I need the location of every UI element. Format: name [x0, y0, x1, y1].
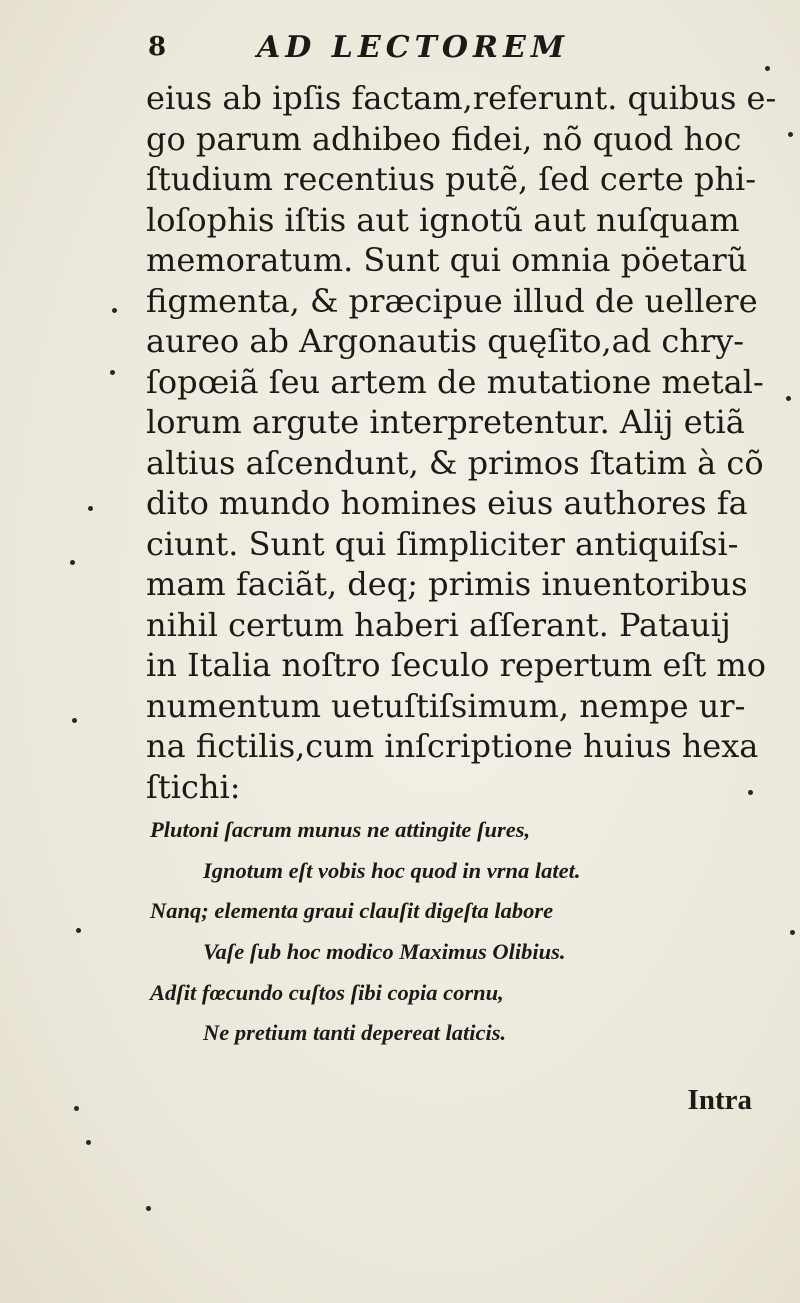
inscription-verse	[150, 810, 770, 1054]
text-line: ſtudium recentius putẽ, ſed certe phi-	[146, 160, 757, 198]
ink-speck	[765, 66, 770, 71]
ink-speck	[112, 308, 117, 313]
text-line: na fictilis,cum inſcriptione huius hexa	[146, 727, 759, 765]
verse-line: Adſit fœcundo cuſtos ſibi copia cornu,	[150, 979, 504, 1005]
text-line: go parum adhibeo fidei, nõ quod hoc	[146, 119, 742, 158]
text-line: mam faciãt, deq; primis inuentoribus	[146, 565, 748, 603]
text-line: dito mundo homines eius authores fa	[146, 484, 748, 522]
text-line: lorum argute interpretentur. Alij etiã	[146, 403, 745, 441]
verse-line: Plutoni ſacrum munus ne attingite ſures,	[150, 817, 531, 842]
verse-line: Nanq; elementa graui clauſit digeſta labore	[150, 898, 554, 924]
running-head: AD LECTOREM	[257, 30, 570, 65]
ink-speck	[76, 928, 81, 933]
ink-speck	[748, 790, 753, 795]
text-line: ſtichi:	[146, 767, 241, 806]
text-line: ciunt. Sunt qui ſimpliciter antiquiſsi-	[146, 524, 739, 563]
page-number: 8	[148, 32, 167, 62]
text-line: ſopœiã ſeu artem de mutatione metal-	[146, 362, 764, 401]
verse-line: Ignotum eſt vobis hoc quod in vrna latet.	[203, 857, 581, 883]
text-line: figmenta, & præcipue illud de uellere	[146, 281, 758, 320]
text-line: loſophis iſtis aut ignotũ aut nuſquam	[146, 200, 740, 239]
text-line: memoratum. Sunt qui omnia pöetarũ	[146, 241, 748, 279]
ink-speck	[70, 560, 75, 565]
prose-block	[146, 78, 777, 807]
text-line: nihil certum haberi aſſerant. Patauij	[146, 605, 731, 644]
ink-speck	[146, 1206, 151, 1211]
ink-speck	[86, 1140, 91, 1145]
ink-speck	[790, 930, 795, 935]
catchword: Intra	[687, 1084, 752, 1116]
text-line: in Italia noſtro ſeculo repertum eſt mo	[146, 646, 766, 684]
ink-speck	[74, 1106, 79, 1111]
text-line: numentum uetuſtiſsimum, nempe ur-	[146, 686, 746, 725]
ink-speck	[110, 370, 115, 375]
ink-speck	[72, 718, 77, 723]
text-line: altius aſcendunt, & primos ſtatim à cõ	[146, 443, 764, 482]
text-line: eius ab ipſis factam,referunt. quibus e-	[146, 79, 777, 117]
page-header	[140, 28, 760, 72]
ink-speck	[788, 132, 793, 137]
text-line: aureo ab Argonautis quęſito,ad chry-	[146, 322, 745, 360]
verse-line: Ne pretium tanti depereat laticis.	[203, 1020, 507, 1046]
verse-line: Vaſe ſub hoc modico Maximus Olibius.	[203, 939, 566, 965]
ink-speck	[786, 396, 791, 401]
ink-speck	[88, 506, 93, 511]
